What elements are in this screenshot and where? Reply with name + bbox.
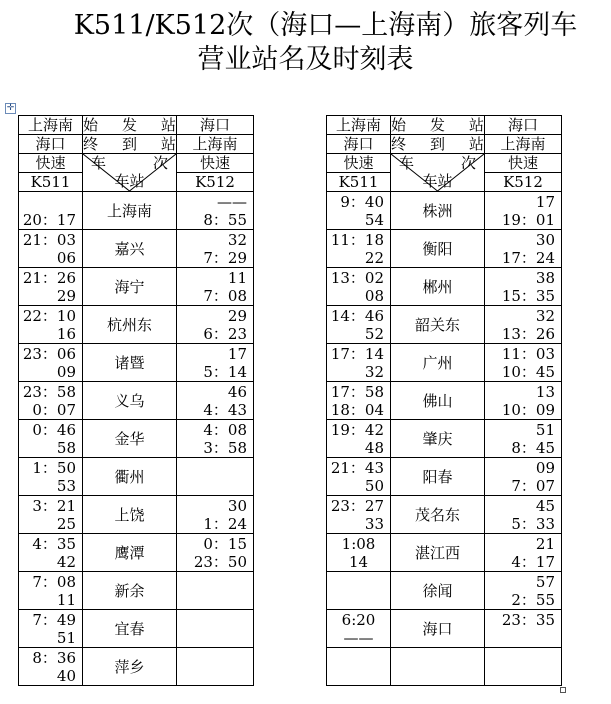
k511-time-cell-line: 54	[364, 210, 384, 229]
k512-time-cell	[177, 306, 254, 344]
k512-time-cell	[177, 382, 254, 420]
k512-time-cell-line: 17	[227, 344, 247, 363]
header-train-number: K511	[19, 173, 83, 192]
header-cell: 海口	[177, 116, 254, 135]
k512-time-cell-line: 10：09	[501, 400, 555, 419]
k512-time-cell-line: 10：45	[501, 362, 555, 381]
k512-time-cell-line: 5：14	[203, 362, 247, 381]
table-row	[19, 496, 254, 534]
k511-time-cell-line: 17：14	[330, 344, 384, 363]
k511-time-cell-line: 22：10	[22, 306, 76, 325]
k511-time-cell-line: ——	[343, 628, 374, 647]
table-row	[327, 192, 562, 230]
k512-time-cell	[485, 610, 562, 648]
header-station-label: 车站	[422, 172, 453, 190]
k511-time-cell	[19, 458, 83, 496]
k511-time-cell-line: 17：58	[330, 382, 384, 401]
k511-time-cell-line: 14	[348, 552, 369, 571]
k512-time-cell-line: 17：24	[501, 248, 555, 267]
station-name-cell: 上饶	[83, 496, 177, 534]
k512-time-cell-line: 32	[535, 306, 555, 325]
k511-time-cell-line: 7：49	[32, 610, 76, 629]
station-name-cell: 阳春	[391, 458, 485, 496]
k512-time-cell	[485, 192, 562, 230]
k512-time-cell-line: 38	[535, 268, 555, 287]
k512-time-cell-line	[177, 573, 247, 591]
title-line-1: K511/K512次（海口—上海南）旅客列车	[73, 10, 578, 41]
k512-time-cell-line: 2：55	[511, 590, 555, 609]
table-row	[19, 230, 254, 268]
table-row	[327, 306, 562, 344]
k512-time-cell-line: ——	[217, 192, 247, 211]
station-name-cell	[391, 648, 485, 686]
k511-time-cell-line: 21：03	[22, 230, 76, 249]
k511-time-cell-line: 21：26	[22, 268, 76, 287]
k512-time-cell-line: 51	[535, 420, 555, 439]
k511-time-cell-line	[327, 649, 384, 667]
header-row-type	[327, 154, 562, 173]
k512-time-cell-line: 3：58	[203, 438, 247, 457]
k511-time-cell	[327, 306, 391, 344]
k511-time-cell-line: 0：46	[32, 420, 76, 439]
k512-time-cell	[485, 648, 562, 686]
header-cell-origin: 始 发 站	[391, 116, 484, 134]
table-row	[19, 382, 254, 420]
header-row-terminal	[19, 135, 254, 154]
k511-time-cell-line: 08	[364, 286, 384, 305]
timetable-left	[18, 115, 254, 686]
k511-time-cell-line: 51	[56, 628, 76, 647]
table-row	[327, 610, 562, 648]
k511-time-cell	[19, 420, 83, 458]
k512-time-cell-line	[485, 649, 555, 667]
k512-time-cell	[485, 534, 562, 572]
k512-time-cell-line	[177, 477, 247, 495]
k511-time-cell-line: 14：46	[330, 306, 384, 325]
station-name-cell: 诸暨	[83, 344, 177, 382]
k512-time-cell-line	[485, 667, 555, 685]
k511-time-cell	[327, 648, 391, 686]
k512-time-cell	[485, 572, 562, 610]
k512-time-cell	[485, 344, 562, 382]
header-cell-terminal: 终 到 站	[391, 135, 484, 153]
k511-time-cell-line: 18：04	[330, 400, 384, 419]
header-cell: 海口	[327, 135, 391, 154]
k511-time-cell	[19, 648, 83, 686]
k512-time-cell-line: 6：23	[203, 324, 247, 343]
station-name-cell: 湛江西	[391, 534, 485, 572]
table-row	[327, 230, 562, 268]
k512-time-cell	[177, 610, 254, 648]
station-name-cell: 萍乡	[83, 648, 177, 686]
k512-time-cell-line: 8：55	[203, 210, 247, 229]
station-name-cell: 嘉兴	[83, 230, 177, 268]
k511-time-cell-line: 9：40	[340, 192, 384, 211]
k511-time-cell	[327, 572, 391, 610]
k511-time-cell	[327, 382, 391, 420]
k511-time-cell	[19, 344, 83, 382]
k511-time-cell-line	[19, 193, 76, 211]
table-row	[327, 572, 562, 610]
table-row	[327, 648, 562, 686]
table-row	[327, 382, 562, 420]
header-cell: 快速	[177, 154, 254, 173]
k511-time-cell-line: 25	[56, 514, 76, 533]
header-number-label: 次	[152, 154, 168, 172]
station-name-cell: 义乌	[83, 382, 177, 420]
header-cell: 海口	[19, 135, 83, 154]
k512-time-cell-line: 23：35	[501, 610, 555, 629]
k512-time-cell-line: 21	[535, 534, 555, 553]
k511-time-cell	[327, 420, 391, 458]
k512-time-cell-line: 32	[227, 230, 247, 249]
k511-time-cell	[327, 610, 391, 648]
k511-time-cell-line: 20：17	[22, 210, 76, 229]
k512-time-cell-line: 11	[227, 268, 247, 287]
k512-time-cell-line: 7：08	[203, 286, 247, 305]
header-train-number: K511	[327, 173, 391, 192]
k511-time-cell-line: 11：18	[330, 230, 384, 249]
diagonal-header-cell	[83, 154, 177, 192]
k511-time-cell-line: 22	[364, 248, 384, 267]
k512-time-cell-line: 46	[227, 382, 247, 401]
title-line-2: 营业站名及时刻表	[197, 44, 414, 75]
k511-time-cell	[19, 610, 83, 648]
k511-time-cell-line: 48	[364, 438, 384, 457]
k512-time-cell-line: 4：17	[511, 552, 555, 571]
k512-time-cell-line: 57	[535, 572, 555, 591]
k512-time-cell	[177, 572, 254, 610]
k511-time-cell-line: 19：42	[330, 420, 384, 439]
k511-time-cell-line: 1:08	[341, 534, 376, 553]
station-name-cell: 株洲	[391, 192, 485, 230]
k511-time-cell-line: 50	[364, 476, 384, 495]
k512-time-cell-line: 09	[535, 458, 555, 477]
k512-time-cell-line	[177, 459, 247, 477]
k512-time-cell-line: 1：24	[203, 514, 247, 533]
table-row	[19, 572, 254, 610]
k511-time-cell	[19, 382, 83, 420]
k511-time-cell	[327, 230, 391, 268]
header-row-type	[19, 154, 254, 173]
k511-time-cell-line: 7：08	[32, 572, 76, 591]
table-row	[327, 496, 562, 534]
header-cell: 上海南	[19, 116, 83, 135]
header-number-label: 次	[460, 154, 476, 172]
k512-time-cell-line: 30	[227, 496, 247, 515]
k511-time-cell-line	[327, 591, 384, 609]
k512-time-cell-line: 13：26	[501, 324, 555, 343]
k511-time-cell-line: 3：21	[32, 496, 76, 515]
k511-time-cell	[327, 534, 391, 572]
k511-time-cell-line: 58	[56, 438, 76, 457]
k511-time-cell	[327, 268, 391, 306]
header-cell: 快速	[19, 154, 83, 173]
k512-time-cell-line: 23：50	[193, 552, 247, 571]
header-station-label: 车站	[114, 172, 145, 190]
k512-time-cell	[177, 192, 254, 230]
diagonal-header-cell	[391, 154, 485, 192]
table-row	[19, 534, 254, 572]
k512-time-cell	[485, 306, 562, 344]
k511-time-cell-line: 33	[364, 514, 384, 533]
k512-time-cell	[485, 458, 562, 496]
k511-time-cell-line: 09	[56, 362, 76, 381]
k512-time-cell-line: 17	[535, 192, 555, 211]
header-train-number: K512	[177, 173, 254, 192]
k512-time-cell	[177, 648, 254, 686]
k512-time-cell-line: 7：29	[203, 248, 247, 267]
k511-time-cell-line: 32	[364, 362, 384, 381]
k512-time-cell-line: 13	[535, 382, 555, 401]
k512-time-cell-line: 0：15	[203, 534, 247, 553]
station-name-cell: 海宁	[83, 268, 177, 306]
k512-time-cell-line: 11：03	[501, 344, 555, 363]
k511-time-cell-line: 23：58	[22, 382, 76, 401]
k512-time-cell-line	[485, 629, 555, 647]
k512-time-cell-line: 7：07	[511, 476, 555, 495]
k511-time-cell	[327, 458, 391, 496]
header-cell: 上海南	[485, 135, 562, 154]
header-row-origin	[327, 116, 562, 135]
k512-time-cell	[177, 230, 254, 268]
k512-time-cell-line: 8：45	[511, 438, 555, 457]
k511-time-cell-line: 42	[56, 552, 76, 571]
k511-time-cell-line: 4：35	[32, 534, 76, 553]
k511-time-cell	[327, 344, 391, 382]
table-row	[19, 268, 254, 306]
k511-time-cell	[19, 192, 83, 230]
k512-time-cell-line	[177, 649, 247, 667]
k512-time-cell-line	[177, 611, 247, 629]
k512-time-cell-line	[177, 591, 247, 609]
k511-time-cell-line: 13：02	[330, 268, 384, 287]
k512-time-cell	[177, 458, 254, 496]
table-row	[19, 648, 254, 686]
k511-time-cell-line	[327, 667, 384, 685]
table-row	[327, 458, 562, 496]
header-cell-origin: 始 发 站	[83, 116, 176, 134]
k512-time-cell	[177, 344, 254, 382]
timetable-right	[326, 115, 562, 686]
station-name-cell: 宜春	[83, 610, 177, 648]
header-cell-terminal: 终 到 站	[83, 135, 176, 153]
table-move-handle-icon[interactable]: ✛	[6, 103, 15, 113]
header-cell: 快速	[327, 154, 391, 173]
header-row-terminal	[327, 135, 562, 154]
k511-time-cell-line: 40	[56, 666, 76, 685]
k511-time-cell	[327, 496, 391, 534]
station-name-cell: 佛山	[391, 382, 485, 420]
header-cell: 上海南	[177, 135, 254, 154]
station-name-cell: 茂名东	[391, 496, 485, 534]
header-cell: 快速	[485, 154, 562, 173]
k512-time-cell	[485, 420, 562, 458]
k512-time-cell-line: 4：08	[203, 420, 247, 439]
k511-time-cell-line: 53	[56, 476, 76, 495]
k511-time-cell	[19, 572, 83, 610]
header-cell: 上海南	[327, 116, 391, 135]
station-name-cell: 上海南	[83, 192, 177, 230]
k512-time-cell-line: 15：35	[501, 286, 555, 305]
station-name-cell: 徐闻	[391, 572, 485, 610]
k512-time-cell-line: 19：01	[501, 210, 555, 229]
station-name-cell: 杭州东	[83, 306, 177, 344]
station-name-cell: 郴州	[391, 268, 485, 306]
k512-time-cell	[177, 496, 254, 534]
k511-time-cell	[19, 496, 83, 534]
header-cell: 海口	[485, 116, 562, 135]
k511-time-cell-line: 0：07	[32, 400, 76, 419]
k512-time-cell-line	[177, 667, 247, 685]
k512-time-cell	[485, 382, 562, 420]
table-row	[19, 306, 254, 344]
table-row	[19, 344, 254, 382]
table-row	[327, 534, 562, 572]
table-row	[327, 420, 562, 458]
header-row-origin	[19, 116, 254, 135]
k512-time-cell-line: 4：43	[203, 400, 247, 419]
k511-time-cell-line: 06	[56, 248, 76, 267]
station-name-cell: 广州	[391, 344, 485, 382]
header-train-label: 车	[399, 154, 415, 172]
k512-time-cell	[485, 496, 562, 534]
k511-time-cell-line: 23：27	[330, 496, 384, 515]
table-row	[19, 420, 254, 458]
table-resize-handle-icon[interactable]	[560, 687, 566, 693]
k511-time-cell-line: 29	[56, 286, 76, 305]
k512-time-cell-line	[177, 629, 247, 647]
header-train-label: 车	[91, 154, 107, 172]
k512-time-cell	[485, 268, 562, 306]
k512-time-cell-line: 5：33	[511, 514, 555, 533]
table-row	[19, 192, 254, 230]
k512-time-cell-line: 29	[227, 306, 247, 325]
k512-time-cell	[177, 534, 254, 572]
station-name-cell: 肇庆	[391, 420, 485, 458]
table-row	[19, 458, 254, 496]
k511-time-cell-line: 6:20	[341, 610, 376, 629]
k511-time-cell-line: 21：43	[330, 458, 384, 477]
k512-time-cell-line: 45	[535, 496, 555, 515]
k511-time-cell	[19, 534, 83, 572]
k511-time-cell	[327, 192, 391, 230]
station-name-cell: 新余	[83, 572, 177, 610]
station-name-cell: 衡阳	[391, 230, 485, 268]
station-name-cell: 海口	[391, 610, 485, 648]
k512-time-cell	[177, 268, 254, 306]
k511-time-cell-line: 11	[56, 590, 76, 609]
k511-time-cell-line: 8：36	[32, 648, 76, 667]
k511-time-cell-line: 16	[56, 324, 76, 343]
k511-time-cell-line: 52	[364, 324, 384, 343]
table-row	[19, 610, 254, 648]
k512-time-cell	[177, 420, 254, 458]
k511-time-cell-line	[327, 573, 384, 591]
k511-time-cell	[19, 230, 83, 268]
table-row	[327, 268, 562, 306]
table-row	[327, 344, 562, 382]
k511-time-cell-line: 23：06	[22, 344, 76, 363]
header-train-number: K512	[485, 173, 562, 192]
k511-time-cell	[19, 268, 83, 306]
station-name-cell: 衢州	[83, 458, 177, 496]
station-name-cell: 鹰潭	[83, 534, 177, 572]
k512-time-cell	[485, 230, 562, 268]
k511-time-cell	[19, 306, 83, 344]
station-name-cell: 韶关东	[391, 306, 485, 344]
station-name-cell: 金华	[83, 420, 177, 458]
k512-time-cell-line: 30	[535, 230, 555, 249]
k511-time-cell-line: 1：50	[32, 458, 76, 477]
